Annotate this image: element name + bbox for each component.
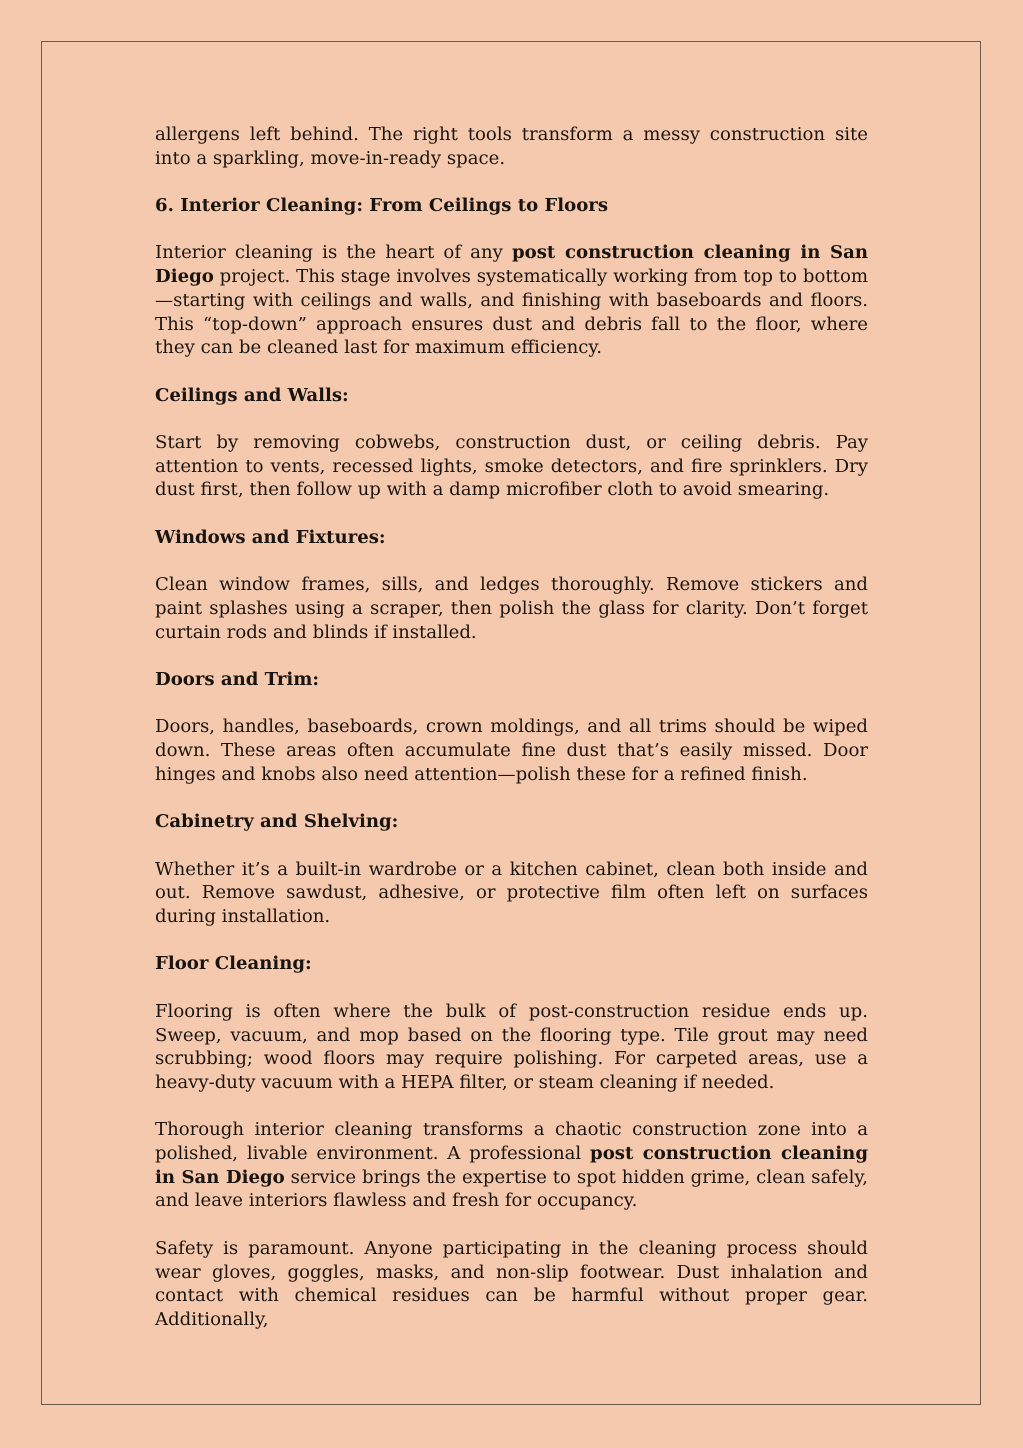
- floors-paragraph: Flooring is often where the bulk of post-construction residue ends up. Sweep, vacuum, and mop based on the flooring type. Tile grout may need scrubbing; wood floors may require polishing. For carpeted areas, use a heavy-duty vacuum with a HEPA filter, or steam cleaning if needed.: [155, 1000, 868, 1093]
- safety-paragraph: Safety is paramount. Anyone participating in the cleaning process should wear gloves, goggles, masks, and non-slip footwear. Dust inhalation and contact with chemical residues can be harmful without proper gear. Additionally,: [155, 1237, 868, 1330]
- interior-intro-paragraph: [155, 241, 868, 360]
- doors-paragraph: Doors, handles, baseboards, crown moldings, and all trims should be wiped down. These areas often accumulate fine dust that’s easily missed. Door hinges and knobs also need attention—polish these for a refined finish.: [155, 716, 868, 785]
- interior-intro-keyword: post construction cleaning in San Diego: [155, 242, 868, 288]
- cabinetry-heading: Cabinetry and Shelving:: [155, 811, 399, 833]
- interior-intro-text-after: project. This stage involves systematically working from top to bottom—starting with ceilings and walls, and finishing with baseboards and floors. This “top-down” approach ensures dust and debris fall to the floor, where they can be cleaned last for maximum efficiency.: [155, 266, 868, 359]
- ceilings-heading: Ceilings and Walls:: [155, 384, 349, 406]
- intro-continuation-paragraph: allergens left behind. The right tools transform a messy construction site into a sparkling, move-in-ready space.: [155, 124, 868, 169]
- interior-intro-text-before: Interior cleaning is the heart of any: [155, 242, 513, 264]
- windows-paragraph: Clean window frames, sills, and ledges thoroughly. Remove stickers and paint splashes using a scraper, then polish the glass for clarity. Don’t forget curtain rods and blinds if installed.: [155, 574, 868, 643]
- summary-text-after: service brings the expertise to spot hidden grime, clean safely, and leave interiors flawless and fresh for occupancy.: [155, 1166, 868, 1212]
- section-heading: 6. Interior Cleaning: From Ceilings to Floors: [155, 195, 609, 217]
- summary-paragraph: [155, 1118, 868, 1213]
- article-body: [155, 123, 868, 1355]
- floors-heading: Floor Cleaning:: [155, 953, 312, 975]
- cabinetry-paragraph: Whether it’s a built-in wardrobe or a kitchen cabinet, clean both inside and out. Remove sawdust, adhesive, or protective film often left on surfaces during installation.: [155, 858, 868, 928]
- ceilings-paragraph: Start by removing cobwebs, construction dust, or ceiling debris. Pay attention to vents, recessed lights, smoke detectors, and fire sprinklers. Dry dust first, then follow up with a damp microfiber cloth to avoid smearing.: [155, 432, 868, 501]
- windows-heading: Windows and Fixtures:: [155, 526, 386, 548]
- summary-keyword: post construction cleaning in San Diego: [155, 1143, 868, 1188]
- summary-text-before: Thorough interior cleaning transforms a chaotic construction zone into a polished, livable environment. A professional: [155, 1119, 868, 1165]
- doors-heading: Doors and Trim:: [155, 669, 320, 691]
